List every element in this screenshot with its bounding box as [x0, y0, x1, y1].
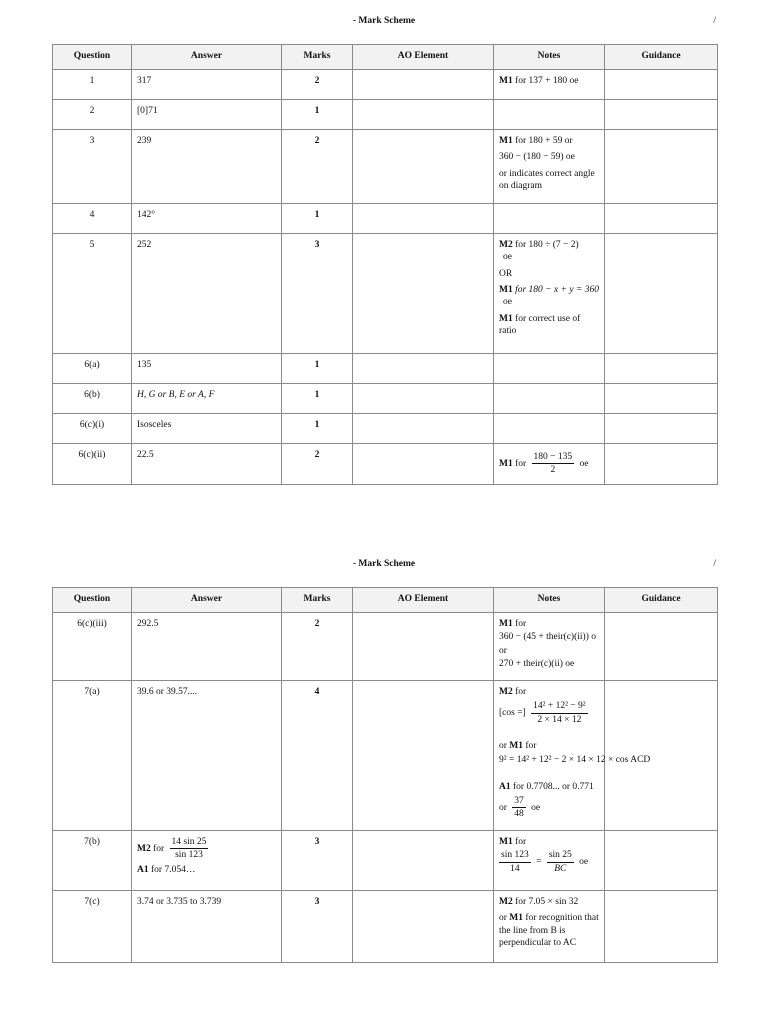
note-line — [499, 239, 599, 251]
answer-cell: [0]71 — [132, 100, 282, 130]
note-text: for 180 + 59 or — [515, 136, 573, 146]
col-header-ao: AO Element — [353, 45, 494, 70]
answer-cell: 142° — [132, 204, 282, 234]
note-line — [499, 135, 599, 147]
answer-cell: 239 — [132, 130, 282, 204]
col-header-marks: Marks — [282, 45, 353, 70]
fraction-numerator: 180 − 135 — [532, 451, 575, 464]
note-text: for 180 − x + y = 360 — [515, 285, 599, 296]
notes-cell — [494, 891, 605, 963]
table-row — [53, 613, 718, 681]
marks-cell: 1 — [282, 100, 353, 130]
question-cell: 4 — [53, 204, 132, 234]
note-text: for 180 ÷ (7 − 2) — [515, 240, 579, 250]
page-header-title: - Mark Scheme — [352, 559, 416, 569]
question-cell: 7(a) — [53, 681, 132, 831]
note-line — [499, 740, 599, 752]
question-cell: 6(c)(ii) — [53, 444, 132, 485]
guidance-cell — [605, 70, 718, 100]
mark-code: M1 — [499, 285, 513, 296]
question-cell: 7(c) — [53, 891, 132, 963]
ao-cell — [353, 204, 494, 234]
note-line — [499, 686, 599, 698]
fraction-denominator: 2 × 14 × 12 — [537, 714, 582, 725]
table-row — [53, 891, 718, 963]
note-text: for recognition that the line from B is perpendicular to AC — [499, 913, 599, 949]
note-text: for correct use of ratio — [499, 313, 581, 337]
page-header-title: - Mark Scheme — [352, 16, 416, 26]
note-line — [499, 618, 599, 630]
question-cell: 6(c)(i) — [53, 414, 132, 444]
guidance-cell — [605, 130, 718, 204]
fraction-denominator: 14 — [510, 863, 520, 874]
fraction-numerator: 14 sin 25 — [170, 836, 209, 849]
col-header-question: Question — [53, 45, 132, 70]
col-header-guidance: Guidance — [605, 588, 718, 613]
note-line — [499, 849, 599, 875]
answer-cell: 317 — [132, 70, 282, 100]
note-line — [499, 284, 599, 296]
note-text: or indicates correct angle on diagram — [499, 168, 595, 192]
fraction — [499, 849, 531, 875]
notes-cell — [494, 831, 605, 891]
table-header-row — [53, 588, 718, 613]
note-text: for — [515, 459, 527, 470]
table-row — [53, 831, 718, 891]
fraction-numerator: 14² + 12² − 9² — [531, 700, 588, 713]
note-line — [499, 700, 599, 726]
note-text: 9² = 14² + 12² − 2 × 14 × 12 × cos ACD — [499, 755, 651, 766]
fraction-denominator: BC — [554, 863, 567, 874]
note-text: or — [499, 803, 507, 814]
guidance-cell — [605, 414, 718, 444]
fraction — [170, 836, 209, 862]
note-text: for — [515, 837, 527, 847]
table-row — [53, 234, 718, 354]
table-header-row — [53, 45, 718, 70]
ao-cell — [353, 234, 494, 354]
notes-cell — [494, 444, 605, 485]
note-text: for — [515, 619, 527, 629]
table-row — [53, 70, 718, 100]
mark-code: M1 — [499, 837, 513, 847]
notes-cell — [494, 414, 605, 444]
question-cell: 5 — [53, 234, 132, 354]
note-text: oe — [531, 803, 541, 814]
guidance-cell — [605, 354, 718, 384]
answer-cell: Isosceles — [132, 414, 282, 444]
fraction-denominator: sin 123 — [175, 850, 203, 861]
answer-cell: 3.74 or 3.735 to 3.739 — [132, 891, 282, 963]
notes-cell — [494, 130, 605, 204]
mark-scheme-table-1 — [52, 44, 718, 485]
ao-cell — [353, 70, 494, 100]
mark-code: M1 — [499, 76, 513, 86]
note-text: 360 − (180 − 59) oe — [499, 152, 575, 163]
question-cell: 1 — [53, 70, 132, 100]
notes-cell — [494, 354, 605, 384]
question-cell: 6(c)(iii) — [53, 613, 132, 681]
guidance-cell — [605, 831, 718, 891]
ao-cell — [353, 613, 494, 681]
note-line — [137, 836, 276, 862]
col-header-marks: Marks — [282, 588, 353, 613]
mark-code: M1 — [499, 313, 513, 324]
mark-code: M1 — [499, 459, 513, 470]
guidance-cell — [605, 100, 718, 130]
marks-cell: 3 — [282, 831, 353, 891]
note-text: for 0.7708... or 0.771 — [513, 781, 594, 792]
notes-cell — [494, 234, 605, 354]
marks-cell: 4 — [282, 681, 353, 831]
note-text: for 7.05 × sin 32 — [515, 897, 579, 907]
fraction — [512, 795, 526, 821]
guidance-cell — [605, 204, 718, 234]
note-text: oe — [503, 252, 512, 263]
mark-code: M2 — [499, 897, 513, 907]
page-header-slash: / — [713, 559, 716, 569]
note-line — [137, 864, 276, 876]
question-cell: 3 — [53, 130, 132, 204]
fraction-numerator: sin 25 — [547, 849, 574, 862]
mark-scheme-table-2 — [52, 587, 718, 963]
notes-cell — [494, 70, 605, 100]
fraction — [547, 849, 574, 875]
mark-code: A1 — [499, 781, 511, 792]
marks-cell: 1 — [282, 354, 353, 384]
marks-cell: 1 — [282, 204, 353, 234]
notes-cell — [494, 100, 605, 130]
ao-cell — [353, 831, 494, 891]
mark-code: M1 — [499, 619, 513, 629]
marks-cell: 2 — [282, 130, 353, 204]
fraction-denominator: 48 — [514, 809, 524, 820]
note-text: for 7.054… — [151, 864, 196, 875]
guidance-cell — [605, 234, 718, 354]
note-text: or — [499, 645, 507, 656]
note-text: or — [499, 913, 507, 924]
note-text: oe — [503, 297, 512, 308]
table-row — [53, 100, 718, 130]
ao-cell — [353, 444, 494, 485]
note-line — [499, 781, 599, 793]
ao-cell — [353, 891, 494, 963]
marks-cell: 2 — [282, 613, 353, 681]
ao-cell — [353, 130, 494, 204]
note-text: 270 + their(c)(ii) oe — [499, 659, 575, 670]
note-line — [499, 912, 599, 949]
mark-code: M1 — [509, 741, 524, 752]
col-header-question: Question — [53, 588, 132, 613]
notes-cell — [494, 681, 651, 831]
fraction — [532, 451, 575, 477]
fraction — [531, 700, 588, 726]
answer-cell — [132, 831, 282, 891]
mark-code: M1 — [509, 913, 524, 924]
table-row — [53, 354, 718, 384]
question-cell: 6(a) — [53, 354, 132, 384]
fraction-numerator: 37 — [512, 795, 526, 808]
col-header-ao: AO Element — [353, 588, 494, 613]
answer-cell: 252 — [132, 234, 282, 354]
guidance-cell — [605, 384, 718, 414]
table-row — [53, 444, 718, 485]
marks-cell: 1 — [282, 384, 353, 414]
fraction-denominator: 2 — [550, 465, 556, 476]
fraction-numerator: sin 123 — [499, 849, 531, 862]
mark-code: M1 — [499, 136, 513, 146]
note-text: for 137 + 180 oe — [515, 76, 579, 86]
col-header-notes: Notes — [494, 45, 605, 70]
note-text: for — [515, 687, 527, 697]
mark-code: M2 — [137, 844, 151, 855]
note-line — [499, 896, 599, 908]
answer-cell: H, G or B, E or A, F — [132, 384, 282, 414]
table-row — [53, 204, 718, 234]
question-cell: 6(b) — [53, 384, 132, 414]
note-text: for — [525, 741, 537, 752]
mark-code: A1 — [137, 864, 149, 875]
ao-cell — [353, 100, 494, 130]
col-header-answer: Answer — [132, 45, 282, 70]
answer-cell: 22.5 — [132, 444, 282, 485]
answer-cell: 135 — [132, 354, 282, 384]
ao-cell — [353, 354, 494, 384]
answer-cell: 292.5 — [132, 613, 282, 681]
mark-code: M2 — [499, 687, 513, 697]
note-line — [499, 795, 599, 821]
guidance-cell — [605, 444, 718, 485]
table-row — [53, 681, 718, 831]
note-line — [499, 836, 599, 848]
mark-code: M2 — [499, 240, 513, 250]
marks-cell: 2 — [282, 70, 353, 100]
answer-cell: 39.6 or 39.57.... — [132, 681, 282, 831]
marks-cell: 3 — [282, 234, 353, 354]
question-cell: 7(b) — [53, 831, 132, 891]
page-header-slash: / — [713, 16, 716, 26]
marks-cell: 2 — [282, 444, 353, 485]
notes-cell — [494, 204, 605, 234]
col-header-answer: Answer — [132, 588, 282, 613]
guidance-cell — [605, 613, 718, 681]
note-line — [499, 451, 589, 477]
col-header-notes: Notes — [494, 588, 605, 613]
note-text: oe — [579, 459, 589, 470]
note-text: for — [153, 844, 165, 855]
notes-cell — [494, 613, 605, 681]
marks-cell: 3 — [282, 891, 353, 963]
col-header-guidance: Guidance — [605, 45, 718, 70]
marks-cell: 1 — [282, 414, 353, 444]
guidance-cell — [605, 891, 718, 963]
table-row — [53, 384, 718, 414]
note-text: = — [536, 857, 542, 868]
note-text: oe — [579, 857, 589, 868]
note-line — [499, 313, 599, 338]
note-text: OR — [499, 268, 513, 279]
table-row — [53, 414, 718, 444]
note-text: 360 − (45 + their(c)(ii)) o — [499, 632, 596, 643]
note-text: [cos =] — [499, 708, 526, 719]
ao-cell — [353, 681, 494, 831]
table-row — [53, 130, 718, 204]
ao-cell — [353, 384, 494, 414]
notes-cell — [494, 384, 605, 414]
ao-cell — [353, 414, 494, 444]
question-cell: 2 — [53, 100, 132, 130]
note-text: or — [499, 741, 507, 752]
